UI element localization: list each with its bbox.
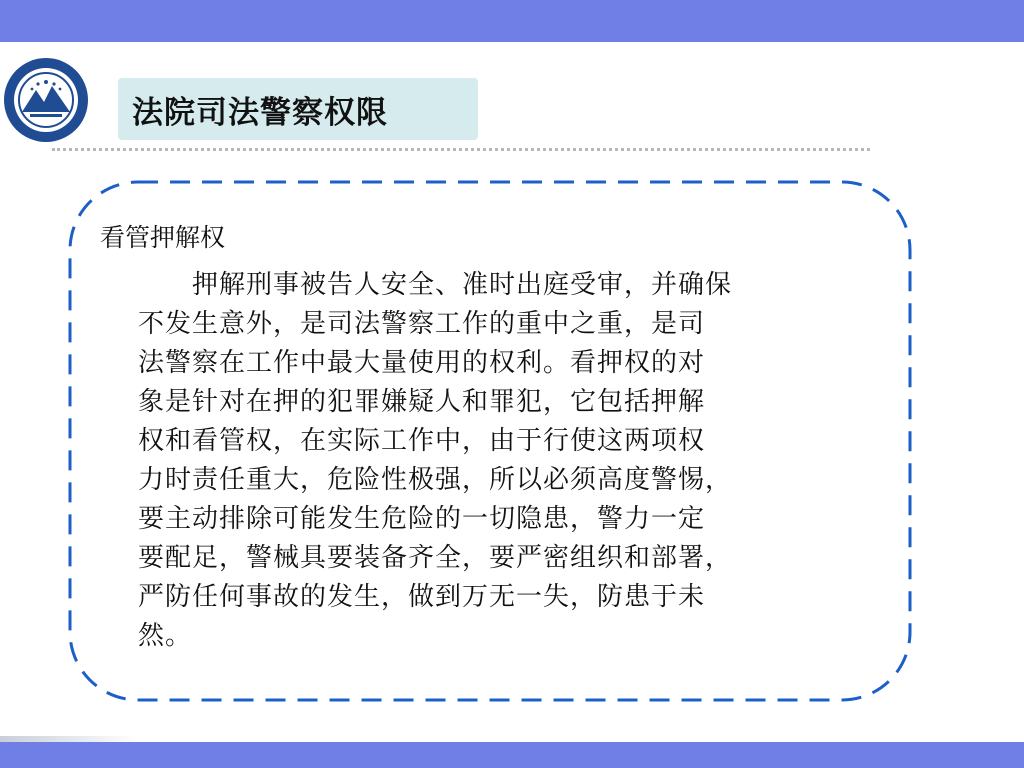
body-text-line: 然。	[138, 621, 193, 651]
body-text-line: 力时责任重大，危险性极强，所以必须高度警惕，	[138, 465, 733, 495]
body-text-line: 法警察在工作中最大量使用的权利。看押权的对	[138, 348, 706, 378]
body-text-line: 押解刑事被告人安全、准时出庭受审，并确保	[138, 270, 733, 300]
body-paragraph	[138, 266, 890, 656]
body-text-line: 严防任何事故的发生，做到万无一失，防患于未	[138, 582, 706, 612]
body-text-line: 权和看管权，在实际工作中，由于行使这两项权	[138, 426, 706, 456]
body-text-line: 要主动排除可能发生危险的一切隐患，警力一定	[138, 504, 706, 534]
section-heading: 看管押解权	[100, 223, 226, 252]
body-text-line: 要配足，警械具要装备齐全，要严密组织和部署，	[138, 543, 733, 573]
body-text-line: 不发生意外，是司法警察工作的重中之重，是司	[138, 309, 706, 339]
page-title: 法院司法警察权限	[132, 94, 388, 131]
bottom-banner-bar	[0, 742, 1024, 768]
body-text-line: 象是针对在押的犯罪嫌疑人和罪犯，它包括押解	[138, 387, 706, 417]
